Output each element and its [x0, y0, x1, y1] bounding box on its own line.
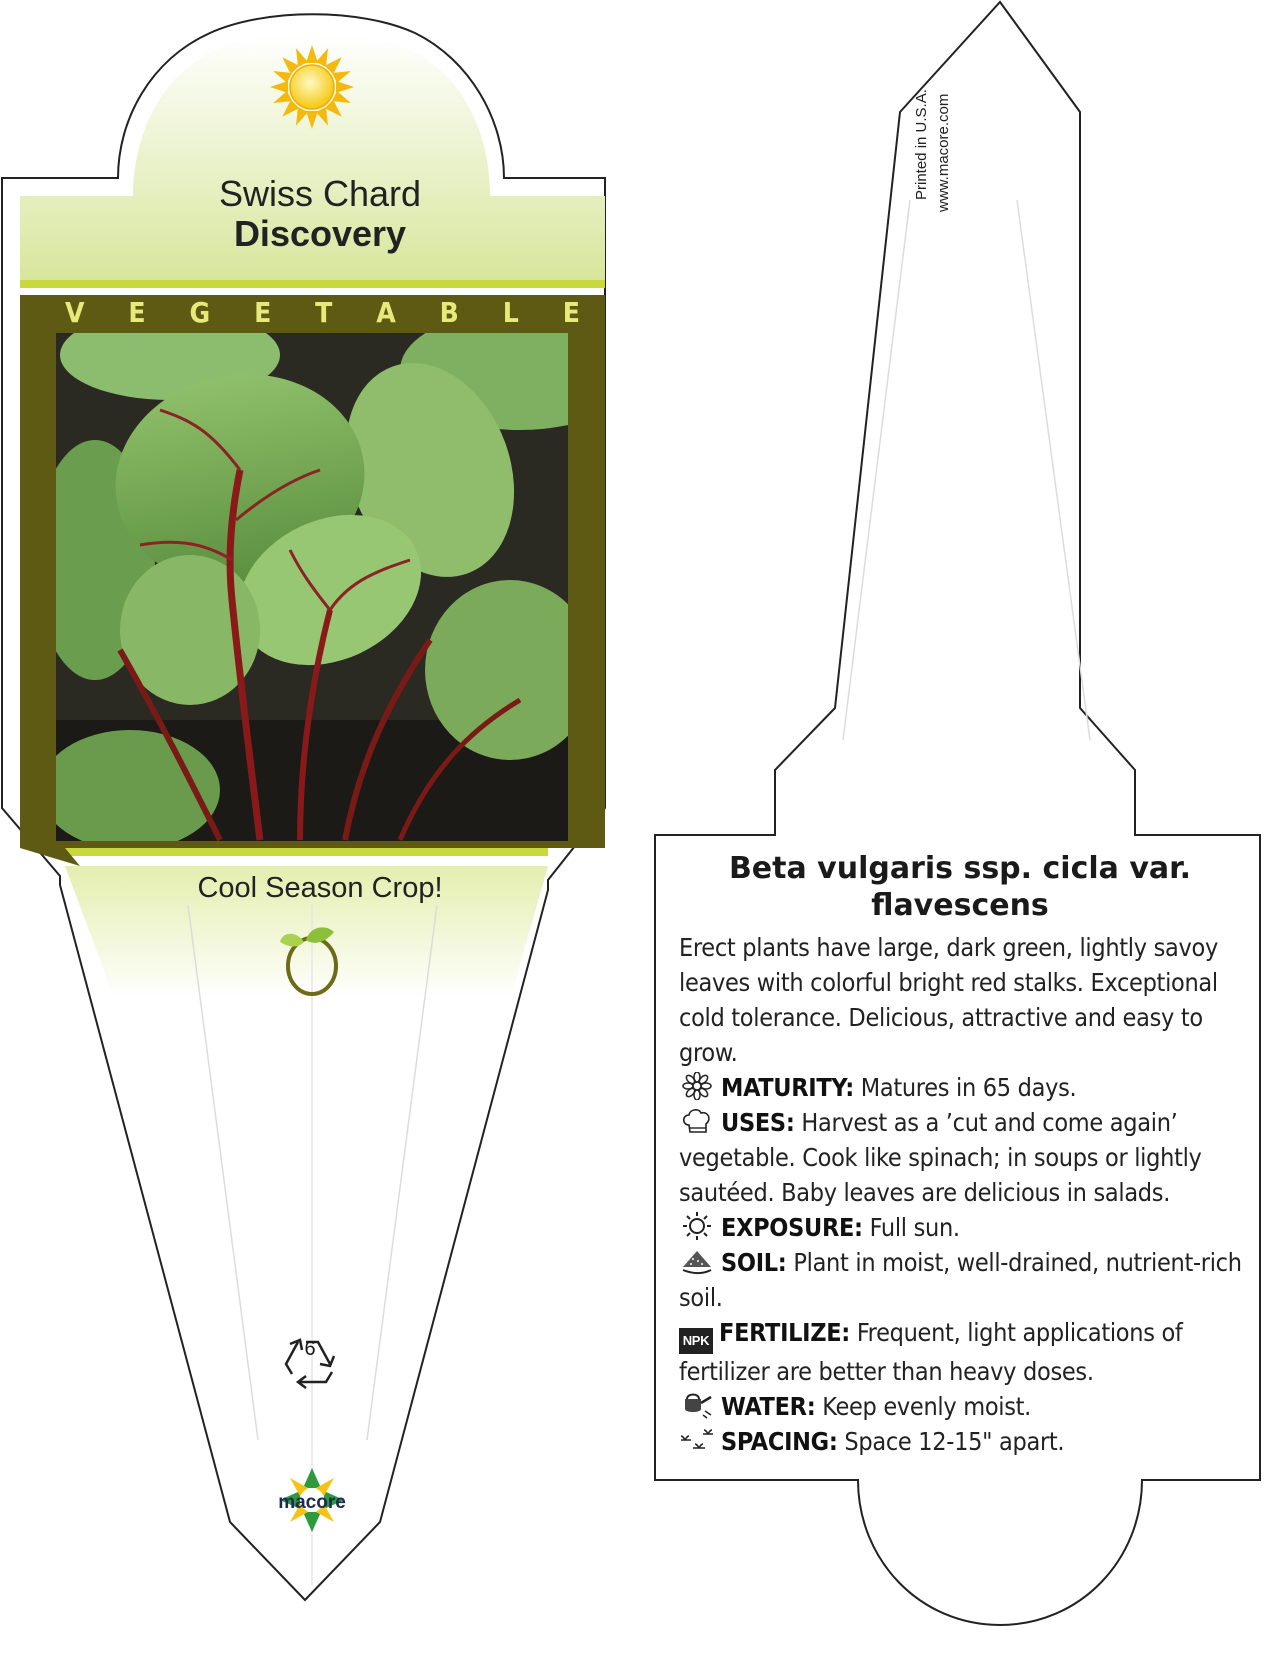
category-letter: T: [315, 296, 333, 329]
printed-in: Printed in U.S.A.: [913, 89, 930, 200]
category-letter: G: [189, 296, 211, 329]
brand-name: macore: [278, 1492, 346, 1513]
care-row-soil: [679, 1245, 1254, 1315]
care-label: SOIL:: [721, 1248, 787, 1277]
care-label: FERTILIZE:: [719, 1318, 851, 1347]
soil-icon: [679, 1247, 715, 1273]
care-row-spacing: [679, 1424, 1254, 1459]
sun-icon: [270, 45, 354, 129]
category-letter: E: [128, 296, 146, 329]
care-text: Harvest as a ’cut and come again’ vegetable. Cook like spinach; in soups or lightly sautéed. Baby leaves are delicious in salads.: [679, 1108, 1202, 1207]
care-label: WATER:: [721, 1392, 816, 1421]
scientific-name: Beta vulgaris ssp. cicla var. flavescens: [728, 851, 1192, 923]
plant-description: [679, 930, 1254, 1459]
care-text: Space 12-15" apart.: [844, 1427, 1065, 1456]
description-text: Erect plants have large, dark green, lightly savoy leaves with colorful bright red stalks. Exceptional cold tolerance. Delicious, attractive and easy to grow.: [679, 933, 1218, 1067]
care-row-water: [679, 1389, 1254, 1424]
category-letter: E: [254, 296, 272, 329]
spacing-icon: [679, 1426, 715, 1452]
website: www.macore.com: [935, 93, 952, 212]
chef-hat-icon: [679, 1107, 715, 1133]
care-label: EXPOSURE:: [721, 1213, 863, 1242]
sun-icon: [679, 1212, 715, 1238]
care-label: SPACING:: [721, 1427, 838, 1456]
care-label: USES:: [721, 1108, 795, 1137]
npk-icon: NPK: [679, 1328, 713, 1354]
category-letter: A: [376, 296, 396, 329]
category-label: [20, 296, 620, 329]
category-letter: E: [562, 296, 580, 329]
care-text: Keep evenly moist.: [822, 1392, 1031, 1421]
care-text: Frequent, light applications of fertilizer are better than heavy doses.: [679, 1318, 1183, 1386]
variety-name: Discovery: [233, 213, 407, 254]
plant-name: Swiss Chard: [218, 173, 422, 214]
care-row-exposure: [679, 1210, 1254, 1245]
recycle-number: 6: [304, 1338, 316, 1360]
care-text: Full sun.: [869, 1213, 960, 1242]
flower-icon: [679, 1072, 715, 1098]
care-text: Matures in 65 days.: [860, 1073, 1077, 1102]
care-row-maturity: [679, 1070, 1254, 1105]
care-row-fertilize: [679, 1315, 1254, 1389]
swiss-chard-photo: [35, 310, 640, 850]
care-label: MATURITY:: [721, 1073, 854, 1102]
category-letter: B: [439, 296, 459, 329]
care-text: Plant in moist, well-drained, nutrient-rich soil.: [679, 1248, 1242, 1312]
print-info: [913, 50, 952, 230]
category-letter: L: [502, 296, 519, 329]
tagline: Cool Season Crop!: [197, 872, 443, 904]
category-letter: V: [65, 296, 85, 329]
care-row-uses: [679, 1105, 1254, 1210]
watering-can-icon: [679, 1391, 715, 1417]
